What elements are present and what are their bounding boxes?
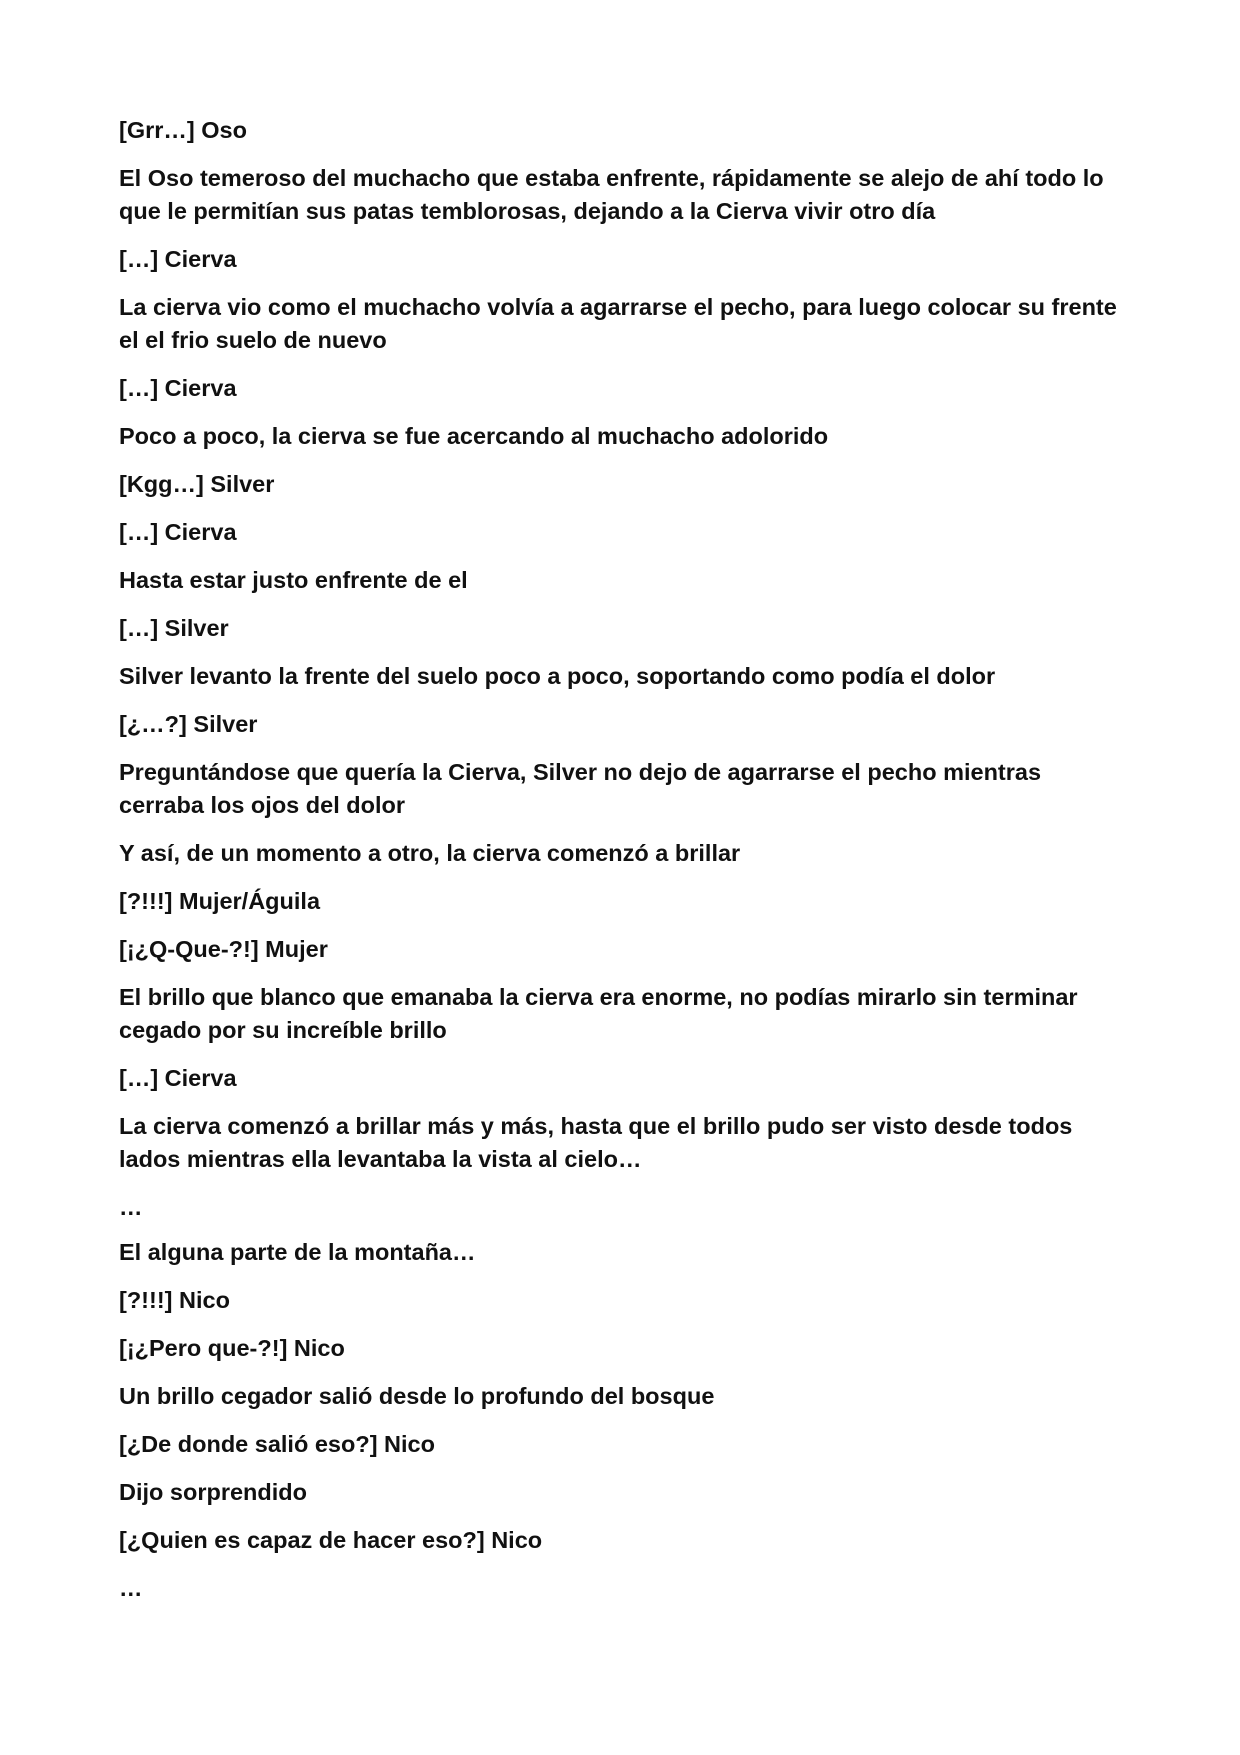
dialogue-line: [Kgg…] Silver bbox=[119, 471, 275, 497]
dialogue-line: […] Silver bbox=[119, 615, 229, 641]
narration-paragraph: Silver levanto la frente del suelo poco a poco, soportando como podía el dolor bbox=[119, 663, 996, 689]
narration-paragraph: Y así, de un momento a otro, la cierva comenzó a brillar bbox=[119, 840, 741, 866]
dialogue-line: […] Cierva bbox=[119, 519, 237, 545]
narration-paragraph: Poco a poco, la cierva se fue acercando al muchacho adolorido bbox=[119, 423, 829, 449]
dialogue-line: […] Cierva bbox=[119, 375, 237, 401]
dialogue-line: [¿Quien es capaz de hacer eso?] Nico bbox=[119, 1527, 543, 1553]
dialogue-line: […] Cierva bbox=[119, 246, 237, 272]
narration-paragraph: El alguna parte de la montaña… bbox=[119, 1239, 476, 1265]
narration-paragraph: La cierva vio como el muchacho volvía a agarrarse el pecho, para luego colocar su frente el el frio suelo de nuevo bbox=[119, 294, 1117, 353]
narration-paragraph: Preguntándose que quería la Cierva, Silver no dejo de agarrarse el pecho mientras cerraba los ojos del dolor bbox=[119, 759, 1042, 818]
narration-paragraph: El Oso temeroso del muchacho que estaba enfrente, rápidamente se alejo de ahí todo lo que le permitían sus patas temblorosas, dejando a la Cierva vivir otro día bbox=[119, 165, 1104, 224]
dialogue-line: [¿…?] Silver bbox=[119, 711, 258, 737]
scene-break: … bbox=[119, 1575, 143, 1601]
dialogue-line: […] Cierva bbox=[119, 1065, 237, 1091]
narration-paragraph: Dijo sorprendido bbox=[119, 1479, 307, 1505]
dialogue-line: [?!!!] Mujer/Águila bbox=[119, 888, 321, 914]
dialogue-line: [?!!!] Nico bbox=[119, 1287, 230, 1313]
dialogue-line: [Grr…] Oso bbox=[119, 117, 247, 143]
document-body bbox=[119, 114, 1129, 1617]
narration-paragraph: La cierva comenzó a brillar más y más, hasta que el brillo pudo ser visto desde todos lados mientras ella levantaba la vista al cielo… bbox=[119, 1113, 1073, 1172]
narration-paragraph: Hasta estar justo enfrente de el bbox=[119, 567, 468, 593]
scene-break: … bbox=[119, 1194, 143, 1220]
dialogue-line: [¡¿Q-Que-?!] Mujer bbox=[119, 936, 328, 962]
dialogue-line: [¡¿Pero que-?!] Nico bbox=[119, 1335, 345, 1361]
narration-paragraph: Un brillo cegador salió desde lo profundo del bosque bbox=[119, 1383, 715, 1409]
dialogue-line: [¿De donde salió eso?] Nico bbox=[119, 1431, 435, 1457]
narration-paragraph: El brillo que blanco que emanaba la cierva era enorme, no podías mirarlo sin terminar cegado por su increíble brillo bbox=[119, 984, 1078, 1043]
